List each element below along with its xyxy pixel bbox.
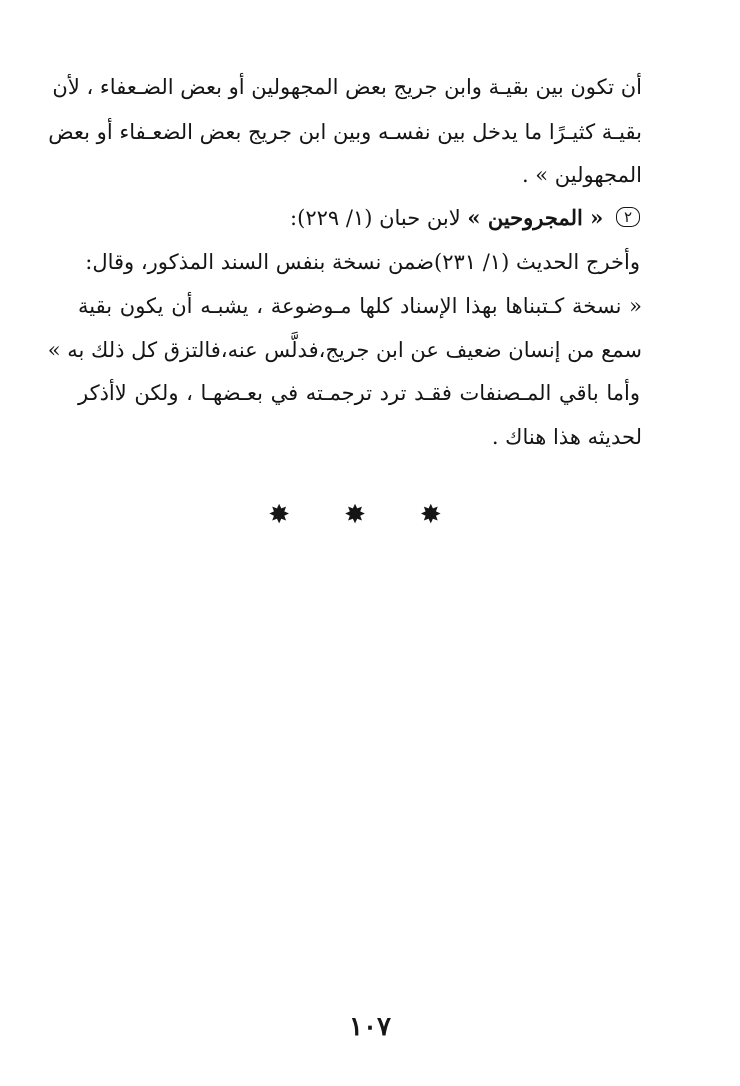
text-line-3: المجهولين » . [521, 163, 642, 187]
text-line-6: « نسخة كـتبناها بهذا الإسناد كلها مـوضوعة ، يشبـه أن يكون بقية [78, 294, 642, 318]
text-line-1: أن تكون بين بقيـة وابن جريج بعض المجهولين أو بعض الضـعفاء ، لأن [52, 75, 642, 99]
text-line-9: لحديثه هذا هناك . [491, 425, 642, 449]
text-line-7: سمع من إنسان ضعيف عن ابن جريج،فدلَّس عنه،فالتزق كل ذلك به » [47, 338, 642, 362]
text-line-2: بقيـة كثيـرًا ما يدخل بين نفسـه وبين ابن جريج بعض الضعـفاء أو بعض [48, 120, 642, 144]
page-number: ١٠٧ [349, 1012, 391, 1042]
section-number-badge: ٢ [616, 207, 640, 227]
section-heading-title: « المجروحين » [467, 205, 604, 230]
star-icon: ✸ [344, 500, 396, 530]
section-heading-source: لابن حبان (١/ ٢٢٩): [290, 206, 461, 230]
text-line-5: وأخرج الحديث (١/ ٢٣١)ضمن نسخة بنفس السند المذكور، وقال: [85, 250, 640, 274]
star-icon: ✸ [268, 500, 321, 530]
section-separator [0, 500, 740, 530]
section-heading [290, 201, 640, 235]
text-line-8: وأما باقي المـصنفات فقـد ترد ترجمـته في بعـضهـا ، ولكن لاأذكر [78, 381, 640, 405]
star-icon: ✸ [419, 500, 472, 530]
